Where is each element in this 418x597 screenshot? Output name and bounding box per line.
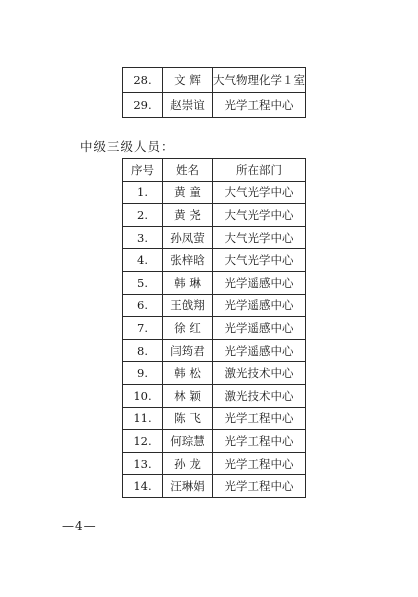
table-row: [123, 362, 306, 385]
table-header-row: [123, 159, 306, 182]
header-name: 姓名: [163, 159, 213, 182]
name-cell: 韩 松: [163, 362, 213, 385]
department-cell: 激光技术中心: [213, 362, 306, 385]
row-index-cell: 3.: [123, 226, 163, 249]
name-cell: 张梓晗: [163, 249, 213, 272]
department-cell: 光学遥感中心: [213, 294, 306, 317]
intermediate-staff-table-body: [123, 181, 306, 497]
table-row: [123, 475, 306, 498]
department-cell: 大气光学中心: [213, 181, 306, 204]
name-cell: 孙凤萤: [163, 226, 213, 249]
department-cell: 光学遥感中心: [213, 317, 306, 340]
name-cell: 文 辉: [163, 68, 213, 93]
name-cell: 何琮慧: [163, 430, 213, 453]
page-number: —4—: [62, 519, 97, 533]
table-row: [123, 226, 306, 249]
table-row: [123, 204, 306, 227]
header-index: 序号: [123, 159, 163, 182]
table-row: [123, 294, 306, 317]
department-cell: 光学工程中心: [213, 407, 306, 430]
department-cell: 光学工程中心: [213, 430, 306, 453]
name-cell: 赵崇谊: [163, 93, 213, 118]
row-index-cell: 12.: [123, 430, 163, 453]
row-index-cell: 4.: [123, 249, 163, 272]
row-index-cell: 10.: [123, 384, 163, 407]
row-index-cell: 1.: [123, 181, 163, 204]
row-index-cell: 11.: [123, 407, 163, 430]
row-index-cell: 5.: [123, 271, 163, 294]
name-cell: 林 颖: [163, 384, 213, 407]
department-cell: 光学遥感中心: [213, 271, 306, 294]
table-row: [123, 430, 306, 453]
department-cell: 光学工程中心: [213, 452, 306, 475]
table-row: [123, 339, 306, 362]
continued-staff-table-body: [123, 68, 306, 118]
row-index-cell: 6.: [123, 294, 163, 317]
table-row: [123, 384, 306, 407]
row-index-cell: 8.: [123, 339, 163, 362]
name-cell: 孙 龙: [163, 452, 213, 475]
header-department: 所在部门: [213, 159, 306, 182]
name-cell: 闫筠君: [163, 339, 213, 362]
table-row: [123, 93, 306, 118]
name-cell: 徐 红: [163, 317, 213, 340]
row-index-cell: 7.: [123, 317, 163, 340]
department-cell: 大气物理化学１室: [213, 68, 306, 93]
table-row: [123, 181, 306, 204]
name-cell: 黄 童: [163, 181, 213, 204]
department-cell: 激光技术中心: [213, 384, 306, 407]
name-cell: 汪琳娟: [163, 475, 213, 498]
table-row: [123, 271, 306, 294]
table-row: [123, 452, 306, 475]
table-row: [123, 317, 306, 340]
department-cell: 光学遥感中心: [213, 339, 306, 362]
department-cell: 光学工程中心: [213, 475, 306, 498]
table-row: [123, 407, 306, 430]
row-index-cell: 28.: [123, 68, 163, 93]
row-index-cell: 9.: [123, 362, 163, 385]
table-row: [123, 249, 306, 272]
row-index-cell: 29.: [123, 93, 163, 118]
name-cell: 王戗翔: [163, 294, 213, 317]
table-row: [123, 68, 306, 93]
row-index-cell: 14.: [123, 475, 163, 498]
row-index-cell: 2.: [123, 204, 163, 227]
department-cell: 大气光学中心: [213, 226, 306, 249]
name-cell: 陈 飞: [163, 407, 213, 430]
department-cell: 光学工程中心: [213, 93, 306, 118]
name-cell: 韩 琳: [163, 271, 213, 294]
row-index-cell: 13.: [123, 452, 163, 475]
intermediate-staff-table: [122, 158, 306, 498]
department-cell: 大气光学中心: [213, 249, 306, 272]
section-heading: 中级三级人员：: [80, 139, 175, 154]
continued-staff-table: [122, 67, 306, 118]
name-cell: 黄 尧: [163, 204, 213, 227]
department-cell: 大气光学中心: [213, 204, 306, 227]
